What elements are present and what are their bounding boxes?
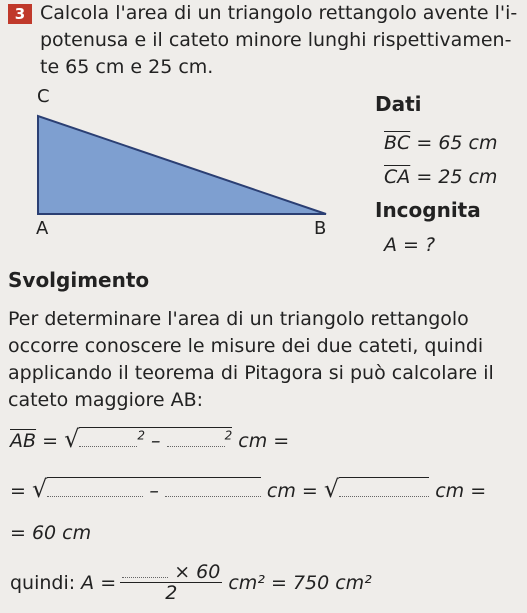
numerator-text: × 60 <box>174 561 221 583</box>
unit-equals: cm = <box>238 430 290 452</box>
dato-ca-value: = 25 cm <box>416 166 498 188</box>
dati-title: Dati <box>375 92 422 116</box>
unit-equals: cm = <box>435 480 487 502</box>
dato-bc <box>384 132 498 154</box>
dato-bc-value: = 65 cm <box>416 132 498 154</box>
fraction <box>120 562 222 603</box>
svolgimento-title: Svolgimento <box>8 268 150 292</box>
sqrt-radicand <box>339 477 429 502</box>
problem-number: 3 <box>8 4 32 24</box>
formula-quindi <box>10 562 372 603</box>
minus-sign: – <box>151 430 161 452</box>
sqrt-radicand <box>47 477 261 502</box>
exponent: 2 <box>137 428 145 443</box>
sqrt-radicand <box>79 427 232 452</box>
blank-field[interactable] <box>339 496 429 497</box>
minus-sign: – <box>149 480 159 502</box>
vertex-b-label: B <box>314 218 327 239</box>
blank-field[interactable] <box>79 446 137 447</box>
blank-field[interactable] <box>167 446 225 447</box>
sqrt-symbol: √ <box>323 475 340 503</box>
area-result: cm² = 750 cm² <box>228 571 372 594</box>
svolgimento-text: Per determinare l'area di un triangolo rettangolo occorre conoscere le misure dei due cateti, quindi applicando il teorema di Pitagora si può calcolare il cateto maggiore AB: <box>8 308 494 411</box>
right-triangle-figure <box>30 108 340 220</box>
exponent: 2 <box>224 428 233 443</box>
triangle-shape <box>38 116 326 214</box>
segment-bc: $\overline{BC}$ <box>384 132 411 154</box>
blank-field[interactable] <box>47 496 143 497</box>
blank-field[interactable] <box>122 577 168 578</box>
problem-text: Calcola l'area di un triangolo rettangolo avente l'i- potenusa e il cateto minore lunghi rispettivamen- te 65 cm e 25 cm. <box>40 2 518 78</box>
incognita-title: Incognita <box>375 198 481 222</box>
formula-line-1 <box>10 425 289 453</box>
segment-ab: $\overline{AB}$ <box>10 430 37 452</box>
dato-ca <box>384 166 497 188</box>
equals-sign: = <box>42 430 59 452</box>
segment-ca: $\overline{CA}$ <box>384 166 411 188</box>
formula-line-2 <box>10 475 486 503</box>
sqrt-symbol: √ <box>31 475 48 503</box>
incognita-expr: A = ? <box>384 234 436 256</box>
vertex-c-label: C <box>37 86 50 107</box>
formula-line-3: = 60 cm <box>10 522 92 544</box>
unit-equals: cm = <box>266 480 318 502</box>
blank-field[interactable] <box>165 496 261 497</box>
quindi-label: quindi: <box>10 571 76 594</box>
fraction-denominator: 2 <box>165 582 178 604</box>
equals-sign: = <box>10 480 26 502</box>
area-equals: A = <box>81 571 117 594</box>
sqrt-symbol: √ <box>64 425 80 453</box>
vertex-a-label: A <box>36 218 49 239</box>
fraction-numerator <box>120 562 222 583</box>
